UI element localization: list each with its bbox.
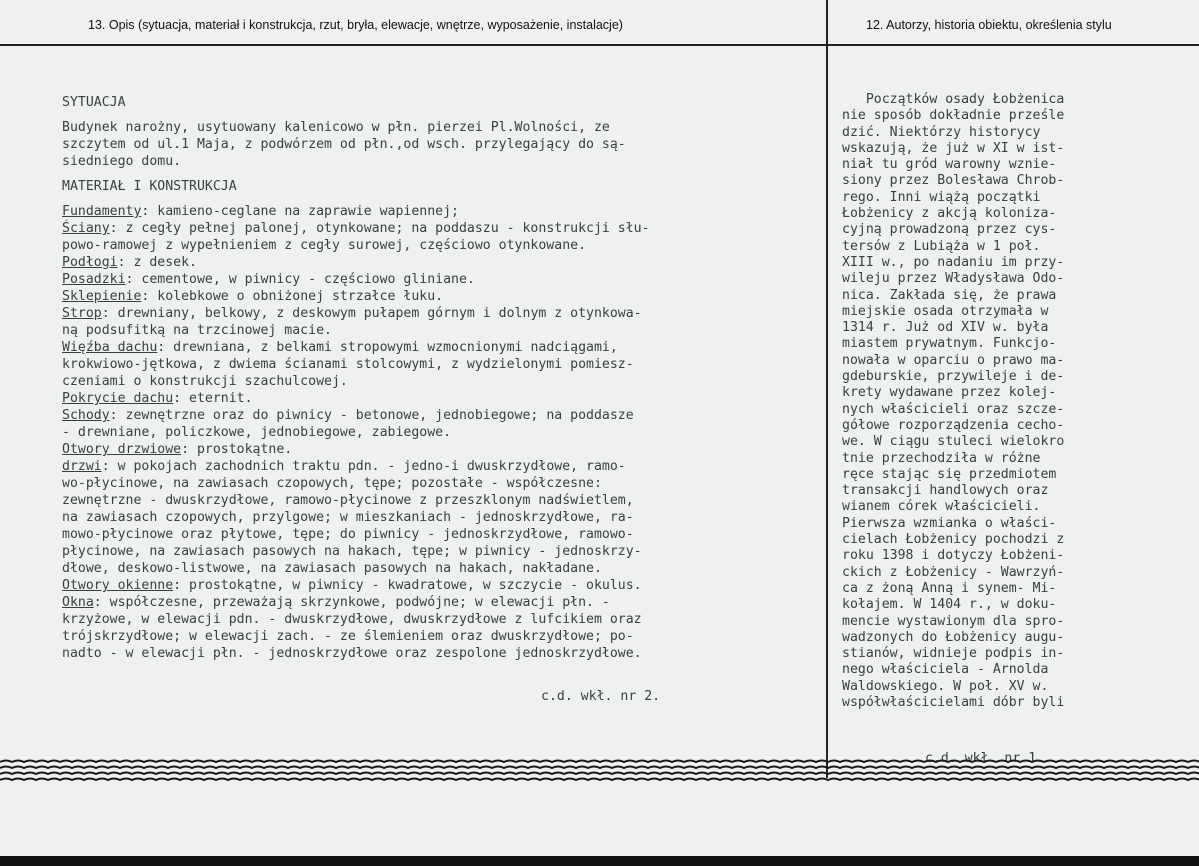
bottom-edge — [0, 856, 1199, 866]
material-line — [62, 288, 822, 305]
material-line — [62, 509, 822, 526]
material-line — [62, 339, 822, 356]
situation-text — [62, 119, 822, 170]
column-divider — [826, 0, 828, 778]
material-label: Posadzki — [62, 272, 126, 287]
wave-line-4 — [0, 779, 1199, 781]
material-line — [62, 203, 822, 220]
situation-line: szczytem od ul.1 Maja, z podwórzem od płn.,od wsch. przylegający do są- — [62, 137, 626, 152]
material-label: Ściany — [62, 221, 110, 236]
material-line — [62, 543, 822, 560]
section-title-material: MATERIAŁ I KONSTRUKCJA — [62, 179, 237, 194]
wave-line-3 — [0, 773, 1199, 775]
history-line: wskazują, że już w XI w ist- — [842, 140, 1065, 156]
material-text: trójskrzydłowe; w elewacji zach. - ze ślemieniem oraz dwuskrzydłowe; po- — [62, 629, 634, 644]
material-text: powo-ramowej z wypełnieniem z cegły surowej, częściowo otynkowane. — [62, 238, 587, 253]
material-label: Sklepienie — [62, 289, 142, 304]
material-construction-list — [62, 203, 822, 662]
decorative-wave-border — [0, 755, 1199, 785]
wave-line-2 — [0, 767, 1199, 769]
material-line — [62, 407, 822, 424]
history-line: ręce stając się przedmiotem — [842, 466, 1057, 482]
material-text: nadto - w elewacji płn. - jednoskrzydłowe oraz zespolone jednoskrzydłowe. — [62, 646, 642, 661]
history-line: cielach Łobżenicy pochodzi z — [842, 532, 1065, 548]
material-label: Podłogi — [62, 255, 118, 270]
description-column — [62, 94, 822, 662]
material-text: : zewnętrzne oraz do piwnicy - betonowe, jednobiegowe; na poddasze — [109, 408, 634, 423]
section-12-heading: 12. Autorzy, historia obiektu, określenia stylu — [866, 18, 1112, 32]
material-line — [62, 373, 822, 390]
history-line: nica. Zakłada się, że prawa — [842, 287, 1057, 303]
history-line: wadzonych do Łobżenicy augu- — [842, 629, 1065, 645]
material-line — [62, 254, 822, 271]
material-label: Otwory okienne — [62, 578, 174, 593]
material-line — [62, 305, 822, 322]
history-line: ca z żoną Anną i synem- Mi- — [842, 580, 1057, 596]
form-header — [0, 0, 1199, 46]
material-line — [62, 475, 822, 492]
continued-note-right: c.d. wkł. nr 1. — [925, 751, 1045, 766]
material-text: : cementowe, w piwnicy - częściowo gliniane. — [125, 272, 475, 287]
material-line — [62, 458, 822, 475]
situation-line: siedniego domu. — [62, 154, 182, 169]
history-line: kołajem. W 1404 r., w doku- — [842, 597, 1057, 613]
material-text: : drewniany, belkowy, z deskowym pułapem górnym i dolnym z otynkowa- — [101, 306, 642, 321]
material-line — [62, 577, 822, 594]
material-text: czeniami o konstrukcji szachulcowej. — [62, 374, 348, 389]
material-text: : prostokątne, w piwnicy - kwadratowe, w szczycie - okulus. — [173, 578, 642, 593]
situation-line: Budynek narożny, usytuowany kalenicowo w płn. pierzei Pl.Wolności, ze — [62, 120, 610, 135]
material-label: Więźba dachu — [62, 340, 158, 355]
material-text: : w pokojach zachodnich traktu pdn. - jedno-i dwuskrzydłowe, ramo- — [101, 459, 626, 474]
material-label: Otwory drzwiowe — [62, 442, 182, 457]
material-line — [62, 560, 822, 577]
history-line: transakcji handlowych oraz — [842, 483, 1049, 499]
material-line — [62, 220, 822, 237]
material-text: : prostokątne. — [181, 442, 293, 457]
material-line — [62, 390, 822, 407]
history-line: gółowe rozporządzenia cecho- — [842, 417, 1065, 433]
history-line: rego. Inni wiążą początki — [842, 189, 1041, 205]
material-label: Pokrycie dachu — [62, 391, 174, 406]
material-label: Fundamenty — [62, 204, 142, 219]
history-line: miastem prywatnym. Funkcjo- — [842, 336, 1057, 352]
material-text: : eternit. — [173, 391, 253, 406]
material-line — [62, 594, 822, 611]
section-13-heading: 13. Opis (sytuacja, materiał i konstrukcja, rzut, bryła, elewacje, wnętrze, wyposażenie, instalacje) — [88, 18, 623, 32]
material-line — [62, 237, 822, 254]
history-line: nie sposób dokładnie prześle — [842, 108, 1065, 124]
history-line: Początków osady Łobżenica — [842, 92, 1065, 107]
material-label: Strop — [62, 306, 102, 321]
material-text: na zawiasach czopowych, przylgowe; w mieszkaniach - jednoskrzydłowe, ra- — [62, 510, 634, 525]
history-line: miejskie osada otrzymała w — [842, 303, 1049, 319]
material-text: krzyżowe, w elewacji pdn. - dwuskrzydłowe, dwuskrzydłowe z lufcikiem oraz — [62, 612, 642, 627]
material-label: drzwi — [62, 459, 102, 474]
material-text: : z desek. — [117, 255, 197, 270]
history-line: we. W ciągu stuleci wielokro — [842, 434, 1065, 450]
history-line: Waldowskiego. W poł. XV w. — [842, 678, 1049, 694]
history-line: dzić. Niektórzy historycy — [842, 124, 1041, 140]
section-title-situation: SYTUACJA — [62, 95, 126, 110]
material-line — [62, 271, 822, 288]
history-line: nych właścicieli oraz szcze- — [842, 401, 1065, 417]
material-text: zewnętrzne - dwuskrzydłowe, ramowo-płycinowe z przeszklonym nadświetlem, — [62, 493, 634, 508]
history-line: roku 1398 i dotyczy Łobżeni- — [842, 548, 1065, 564]
material-text: mowo-płycinowe oraz płytowe, tępe; do piwnicy - jednoskrzydłowe, ramowo- — [62, 527, 634, 542]
history-line: krety wydawane przez kolej- — [842, 385, 1057, 401]
history-line: Pierwsza wzmianka o właści- — [842, 515, 1057, 531]
material-text: : z cegły pełnej palonej, otynkowane; na poddaszu - konstrukcji słu- — [109, 221, 650, 236]
material-text: : współczesne, przeważają skrzynkowe, podwójne; w elewacji płn. - — [93, 595, 610, 610]
material-text: : kolebkowe o obniżonej strzałce łuku. — [141, 289, 444, 304]
material-line — [62, 628, 822, 645]
material-line — [62, 645, 822, 662]
history-line: tersów z Lubiąża w 1 poł. — [842, 238, 1041, 254]
history-line: współwłaścicielami dóbr byli — [842, 694, 1065, 710]
history-line: tnie przechodziła w różne — [842, 450, 1041, 466]
history-line: nego właściciela - Arnolda — [842, 662, 1049, 678]
history-line: niał tu gród warowny wznie- — [842, 157, 1057, 173]
history-line: XIII w., po nadaniu im przy- — [842, 254, 1065, 270]
material-label: Schody — [62, 408, 110, 423]
material-text: ną podsufitką na trzcinowej macie. — [62, 323, 332, 338]
history-line: wianem córek właścicieli. — [842, 499, 1041, 515]
material-text: płycinowe, na zawiasach pasowych na hakach, tępe; w piwnicy - jednoskrzy- — [62, 544, 642, 559]
history-line: gdeburskie, przywileje i de- — [842, 369, 1065, 385]
material-text: dłowe, deskowo-listwowe, na zawiasach pasowych na hakach, nakładane. — [62, 561, 602, 576]
history-line: cyjną prowadzoną przez cys- — [842, 222, 1057, 238]
material-text: krokwiowo-jętkowa, z dwiema ścianami stolcowymi, z wydzielonymi pomiesz- — [62, 357, 634, 372]
history-line: ckich z Łobżenicy - Wawrzyń- — [842, 564, 1065, 580]
history-line: mencie wystawionym dla spro- — [842, 613, 1065, 629]
history-line: stianów, widnieje podpis in- — [842, 646, 1065, 662]
history-line: siony przez Bolesława Chrob- — [842, 173, 1065, 189]
history-line: nowała w oparciu o prawo ma- — [842, 352, 1065, 368]
material-label: Okna — [62, 595, 94, 610]
wave-line-1 — [0, 761, 1199, 763]
history-line: wileju przez Władysława Odo- — [842, 271, 1065, 287]
material-text: - drewniane, policzkowe, jednobiegowe, zabiegowe. — [62, 425, 452, 440]
history-line: Łobżenicy z akcją koloniza- — [842, 206, 1057, 222]
material-line — [62, 356, 822, 373]
history-line: 1314 r. Już od XIV w. była — [842, 320, 1049, 336]
material-text: wo-płycinowe, na zawiasach czopowych, tępe; pozostałe - współczesne: — [62, 476, 602, 491]
material-line — [62, 492, 822, 509]
continued-note-left: c.d. wkł. nr 2. — [541, 689, 661, 704]
material-line — [62, 322, 822, 339]
material-text: : kamieno-ceglane na zaprawie wapiennej; — [141, 204, 459, 219]
material-line — [62, 526, 822, 543]
material-line — [62, 441, 822, 458]
material-line — [62, 611, 822, 628]
material-line — [62, 424, 822, 441]
material-text: : drewniana, z belkami stropowymi wzmocnionymi nadciągami, — [157, 340, 618, 355]
history-column — [842, 92, 1192, 711]
